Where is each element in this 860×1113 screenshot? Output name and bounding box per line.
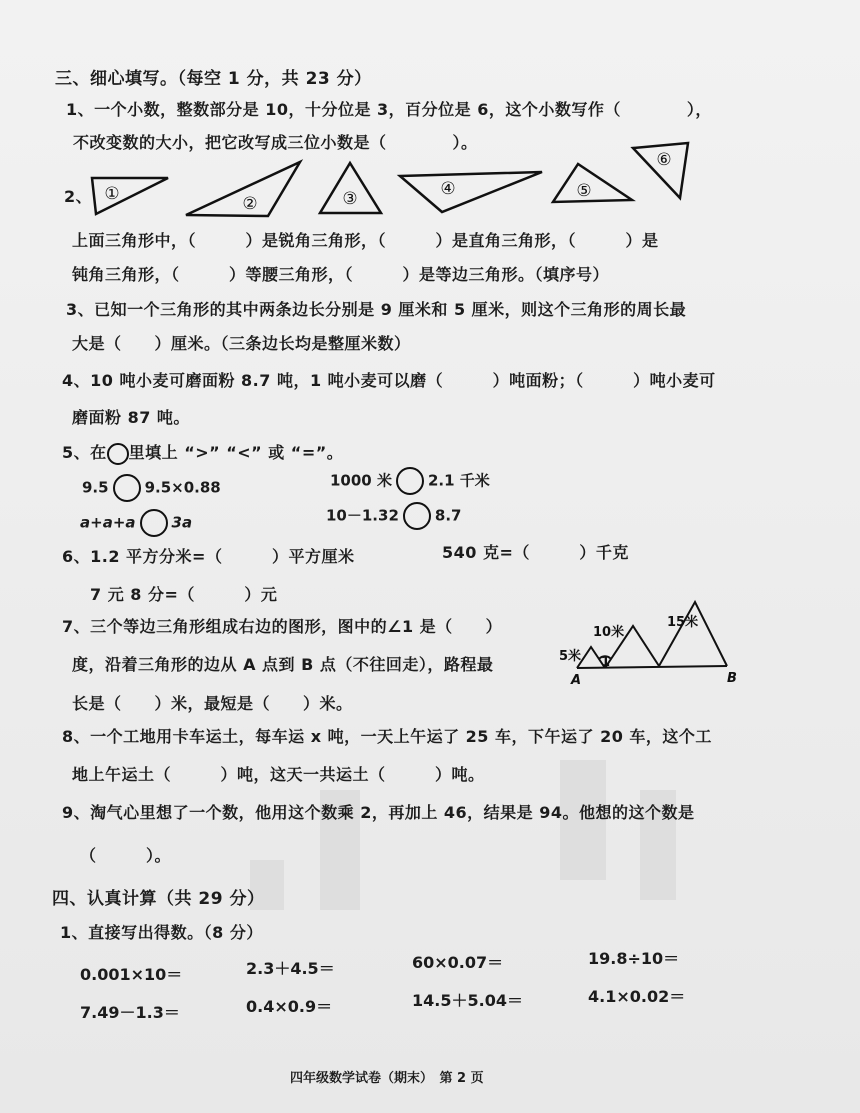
q6-area: 6、1.2 平方分米=（ ）平方厘米 bbox=[62, 547, 355, 566]
q9-line2: （ ）。 bbox=[80, 846, 172, 865]
compare-left: 1000 米 bbox=[330, 471, 392, 490]
q1-line1: 1、一个小数，整数部分是 10，十分位是 3，百分位是 6，这个小数写作（ ）， bbox=[66, 100, 712, 119]
compare-right: 3a bbox=[171, 513, 193, 532]
q9-line1: 9、淘气心里想了一个数，他用这个数乘 2，再加上 46，结果是 94。他想的这个数是 bbox=[62, 803, 695, 822]
compare-item-4 bbox=[326, 502, 461, 530]
q5-suffix: 里填上 “>” “<” 或 “=”。 bbox=[128, 443, 344, 462]
q7-line1: 7、三个等边三角形组成右边的图形，图中的∠1 是（ ） bbox=[62, 617, 503, 636]
q5-instruction bbox=[62, 440, 343, 465]
calc-item: 0.001×10＝ bbox=[80, 965, 183, 984]
q1-line2: 不改变数的大小，把它改写成三位小数是（ ）。 bbox=[73, 133, 478, 152]
compare-right: 8.7 bbox=[434, 506, 462, 525]
calc-item: 7.49－1.3＝ bbox=[80, 1003, 180, 1022]
q2-line2: 钝角三角形，（ ）等腰三角形，（ ）是等边三角形。（填序号） bbox=[72, 265, 610, 284]
q7-label-15: 15米 bbox=[667, 615, 699, 630]
section4-q1-title: 1、直接写出得数。（8 分） bbox=[60, 923, 263, 942]
triangle-label-4: ④ bbox=[440, 179, 456, 199]
circle-blank-icon bbox=[107, 443, 129, 465]
q2-number: 2、 bbox=[64, 187, 93, 206]
calc-item: 60×0.07＝ bbox=[412, 953, 504, 972]
q6-money: 7 元 8 分=（ ）元 bbox=[90, 585, 278, 604]
q7-angle-1: 1 bbox=[601, 655, 611, 670]
calc-item: 2.3＋4.5＝ bbox=[246, 959, 335, 978]
triangles-figure bbox=[0, 0, 860, 240]
q6-mass: 540 克=（ ）千克 bbox=[442, 543, 629, 562]
triangle-4 bbox=[400, 172, 542, 212]
compare-item-2 bbox=[330, 467, 490, 495]
section3-title: 三、细心填写。（每空 1 分，共 23 分） bbox=[55, 69, 372, 89]
q7-label-5: 5米 bbox=[559, 649, 582, 664]
q2-line1: 上面三角形中，（ ）是锐角三角形，（ ）是直角三角形，（ ）是 bbox=[72, 231, 659, 250]
triangle-label-2: ② bbox=[242, 194, 258, 214]
compare-left: a+a+a bbox=[80, 513, 136, 532]
q7-point-a: A bbox=[571, 673, 582, 688]
compare-circle[interactable] bbox=[113, 474, 141, 502]
triangle-label-3: ③ bbox=[342, 189, 358, 209]
page-footer: 四年级数学试卷（期末） 第 2 页 bbox=[290, 1071, 484, 1086]
compare-right: 2.1 千米 bbox=[427, 471, 490, 490]
compare-right: 9.5×0.88 bbox=[144, 478, 221, 497]
q4-line1: 4、10 吨小麦可磨面粉 8.7 吨，1 吨小麦可以磨（ ）吨面粉；（ ）吨小麦可 bbox=[62, 371, 716, 390]
q3-line2: 大是（ ）厘米。（三条边长均是整厘米数） bbox=[72, 334, 411, 353]
triangle-5 bbox=[553, 164, 632, 202]
q7-point-b: B bbox=[727, 671, 737, 686]
calc-item: 4.1×0.02＝ bbox=[588, 987, 686, 1006]
compare-item-1 bbox=[82, 474, 221, 502]
q7-triangle-figure bbox=[555, 590, 745, 690]
q5-prefix: 5、在 bbox=[62, 443, 107, 462]
triangle-label-6: ⑥ bbox=[656, 150, 672, 170]
triangle-label-5: ⑤ bbox=[576, 181, 592, 201]
calc-item: 0.4×0.9＝ bbox=[246, 997, 333, 1016]
compare-left: 10－1.32 bbox=[326, 506, 399, 525]
q7-line3: 长是（ ）米，最短是（ ）米。 bbox=[72, 694, 353, 713]
compare-circle[interactable] bbox=[140, 509, 168, 537]
compare-left: 9.5 bbox=[82, 478, 109, 497]
triangle-label-1: ① bbox=[104, 184, 120, 204]
section4-title: 四、认真计算（共 29 分） bbox=[52, 889, 265, 909]
calc-item: 14.5＋5.04＝ bbox=[412, 991, 523, 1010]
q8-line1: 8、一个工地用卡车运土，每车运 x 吨，一天上午运了 25 车，下午运了 20 车，这个工 bbox=[62, 727, 712, 746]
compare-item-3 bbox=[80, 509, 192, 537]
q4-line2: 磨面粉 87 吨。 bbox=[72, 408, 190, 427]
compare-circle[interactable] bbox=[403, 502, 431, 530]
compare-circle[interactable] bbox=[396, 467, 424, 495]
q7-line2: 度，沿着三角形的边从 A 点到 B 点（不往回走），路程最 bbox=[72, 655, 494, 674]
q8-line2: 地上午运土（ ）吨，这天一共运土（ ）吨。 bbox=[72, 765, 485, 784]
q7-label-10: 10米 bbox=[593, 625, 625, 640]
calc-item: 19.8÷10＝ bbox=[588, 949, 680, 968]
q3-line1: 3、已知一个三角形的其中两条边长分别是 9 厘米和 5 厘米，则这个三角形的周长最 bbox=[66, 300, 687, 319]
